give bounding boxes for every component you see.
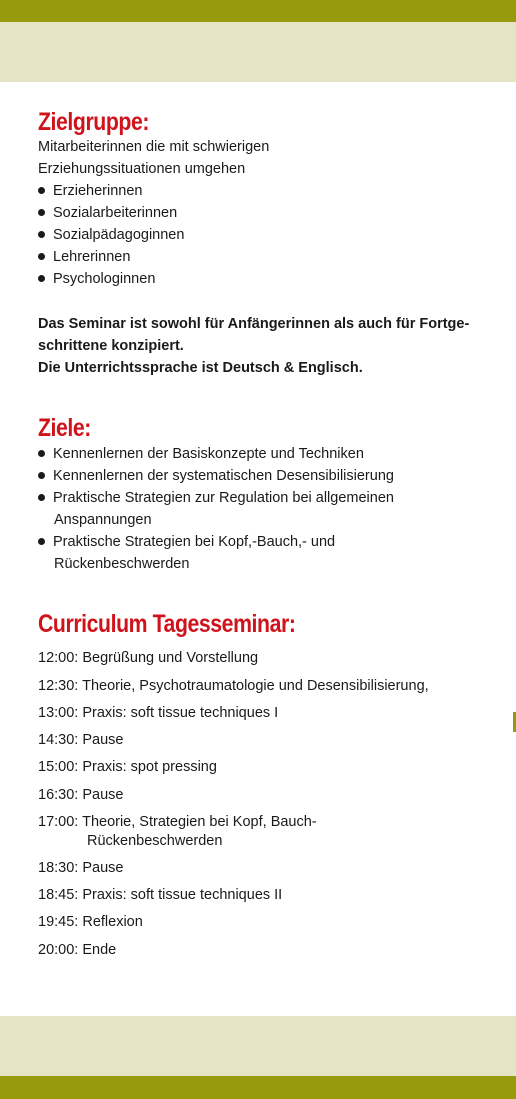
- seminar-note-3: Die Unterrichtssprache ist Deutsch & Englisch.: [38, 360, 363, 376]
- zielgruppe-intro-2: Erziehungssituationen umgehen: [38, 161, 246, 177]
- list-item-continuation: Anspannungen: [54, 512, 152, 528]
- zielgruppe-intro-1: Mitarbeiterinnen die mit schwierigen: [38, 139, 270, 155]
- schedule-item: 17:00: Theorie, Strategien bei Kopf, Bauch-: [38, 814, 317, 830]
- schedule-item: 12:00: Begrüßung und Vorstellung: [38, 650, 259, 666]
- bullet-icon: [38, 450, 45, 457]
- bullet-icon: [38, 494, 45, 501]
- top-beige-band: [0, 22, 516, 82]
- schedule-item: 13:00: Praxis: soft tissue techniques I: [38, 705, 279, 721]
- list-item: Lehrerinnen: [38, 248, 130, 266]
- ziele-heading: Ziele:: [38, 414, 91, 442]
- curriculum-heading: Curriculum Tagesseminar:: [38, 610, 296, 638]
- list-item: Sozialarbeiterinnen: [38, 204, 177, 222]
- schedule-item-continuation: Rückenbeschwerden: [87, 833, 223, 849]
- schedule-item: 18:45: Praxis: soft tissue techniques II: [38, 887, 283, 903]
- list-item: Praktische Strategien bei Kopf,-Bauch,- und: [38, 533, 335, 551]
- list-item: Kennenlernen der systematischen Desensibilisierung: [38, 467, 394, 485]
- schedule-item: 15:00: Praxis: spot pressing: [38, 759, 217, 775]
- bullet-icon: [38, 209, 45, 216]
- list-item: Sozialpädagoginnen: [38, 226, 184, 244]
- list-item: Kennenlernen der Basiskonzepte und Techniken: [38, 445, 364, 463]
- schedule-item: 19:45: Reflexion: [38, 914, 143, 930]
- schedule-item: 12:30: Theorie, Psychotraumatologie und Desensibilisierung,: [38, 678, 429, 694]
- bullet-icon: [38, 253, 45, 260]
- bottom-beige-band: [0, 1016, 516, 1076]
- list-item-continuation: Rückenbeschwerden: [54, 556, 190, 572]
- top-olive-bar: [0, 0, 516, 22]
- bullet-icon: [38, 472, 45, 479]
- bullet-icon: [38, 187, 45, 194]
- schedule-item: 16:30: Pause: [38, 787, 124, 803]
- bottom-olive-bar: [0, 1076, 516, 1099]
- list-item: Psychologinnen: [38, 270, 155, 288]
- schedule-item: 14:30: Pause: [38, 732, 124, 748]
- bullet-icon: [38, 231, 45, 238]
- list-item: Erzieherinnen: [38, 182, 142, 200]
- schedule-item: 18:30: Pause: [38, 860, 124, 876]
- zielgruppe-heading: Zielgruppe:: [38, 108, 150, 136]
- seminar-note-2: schrittene konzipiert.: [38, 338, 184, 354]
- schedule-item: 20:00: Ende: [38, 942, 117, 958]
- list-item: Praktische Strategien zur Regulation bei allgemeinen: [38, 489, 394, 507]
- seminar-note-1: Das Seminar ist sowohl für Anfängerinnen als auch für Fortge-: [38, 316, 470, 332]
- bullet-icon: [38, 275, 45, 282]
- bullet-icon: [38, 538, 45, 545]
